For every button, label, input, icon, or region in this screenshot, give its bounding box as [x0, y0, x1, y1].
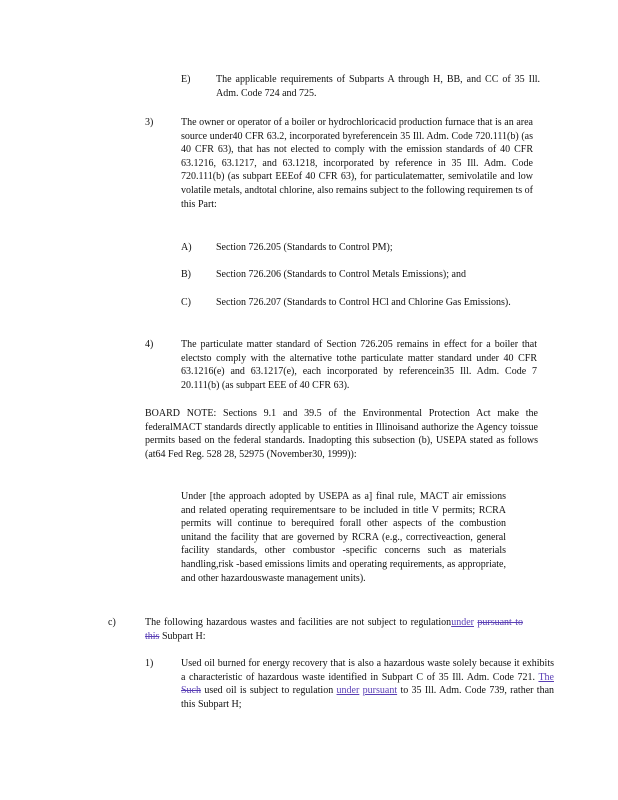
- item-c-text: [145, 616, 523, 643]
- item-e-text: The applicable requirements of Subparts A through H, BB, and CC of 35 Ill. Adm. Code 724 and 725.: [216, 74, 540, 99]
- inserted-text-pursuant: pursuant: [362, 685, 398, 697]
- item-label-c: c): [108, 617, 116, 628]
- inserted-text: under: [451, 617, 474, 628]
- inserted-text: under: [336, 685, 360, 697]
- item-label-3a: A): [181, 242, 192, 253]
- item-c-text-before: The following hazardous wastes and facilities are not subject to regulation: [145, 617, 452, 628]
- item-c1-text: [181, 657, 554, 711]
- inserted-text: The: [538, 671, 554, 683]
- item-label-3: 3): [145, 117, 154, 128]
- item-c-text-after: Subpart H:: [159, 630, 206, 642]
- deleted-text: pursuant to this: [145, 617, 523, 642]
- item-c1-text-after: to 35 Ill. Adm. Code 739, rather than this Subpart H;: [181, 685, 555, 710]
- item-label-c1: 1): [145, 658, 154, 669]
- item-3-text: The owner or operator of a boiler or hydrochloricacid production furnace that is an area source under40 CFR 63.2, incorporated byreferencein 35 Ill. Adm. Code 720.111(b) (as 40 CFR 63), that has not elected to comply with the emission standards of 40 CFR 63.1216, 63.1217, and 63.1218, incorporated by reference in 35 Ill. Adm. Code 720.111(b) (as subpart EEEof 40 CFR 63), for particulatematter, semivolatile and low volatile metals, andtotal chlorine, also remains subject to the following requiremen ts of this Part:: [181, 117, 533, 210]
- item-label-4: 4): [145, 339, 154, 350]
- item-c1-text-before: Used oil burned for energy recovery that is also a hazardous waste solely because it exhibits a characteristic of hazardous waste identified in Subpart C of 35 Ill. Adm. Code 721.: [181, 658, 554, 683]
- item-3b-text: Section 726.206 (Standards to Control Metals Emissions); and: [216, 269, 466, 280]
- item-label-3c: C): [181, 297, 191, 308]
- board-note: BOARD NOTE: Sections 9.1 and 39.5 of the Environmental Protection Act make the federalMACT standards directly applicable to entities in Illinoisand authorize the Agency toissue permits based on the federal standards. Inadopting this subsection (b), USEPA stated as follows (at64 Fed Reg. 528 28, 52975 (November30, 1999)):: [145, 408, 538, 460]
- item-4-text: The particulate matter standard of Section 726.205 remains in effect for a boiler that electsto comply with the alternative tothe particulate matter standard under 40 CFR 63.1216(e) and 63.1217(e), each incorporated by referencein35 Ill. Adm. Code 7 20.111(b) (as subpart EEE of 40 CFR 63).: [181, 339, 537, 391]
- board-note-quote: Under [the approach adopted by USEPA as a] final rule, MACT air emissions and related operating requirementsare to be included in title V permits; RCRA permits will continue to berequired forall other aspects of the combustion unitand the facility that are governed by RCRA (e.g., correctiveaction, general facility standards, other combustor -specific concerns such as materials handling,risk -based emissions limits and operating requirements, as appropriate, and other hazardouswaste management units).: [181, 491, 506, 584]
- item-3a-text: Section 726.205 (Standards to Control PM);: [216, 242, 393, 253]
- item-3c-text: Section 726.207 (Standards to Control HCl and Chlorine Gas Emissions).: [216, 297, 511, 308]
- deleted-text: Such: [181, 685, 201, 697]
- item-label-e: E): [181, 74, 191, 85]
- item-c1-text-mid: used oil is subject to regulation: [201, 685, 337, 697]
- item-label-3b: B): [181, 269, 191, 280]
